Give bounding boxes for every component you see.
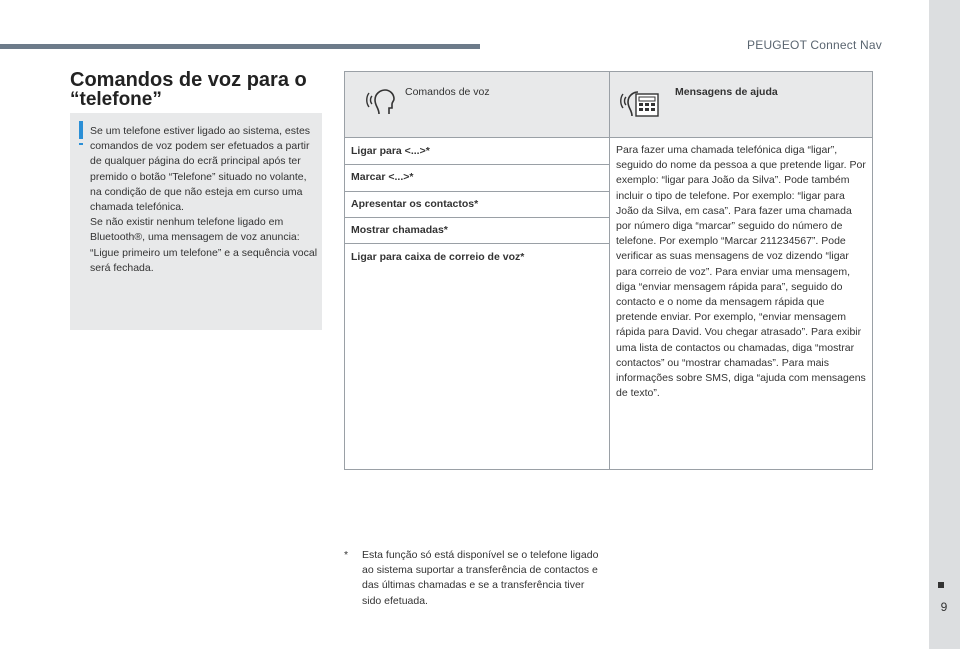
command-row: Marcar <...>*: [351, 171, 414, 183]
voice-help-screen-icon: [620, 84, 660, 120]
page-marker-icon: [938, 582, 944, 588]
section-title-line1: Comandos de voz para o: [70, 69, 307, 91]
help-message-text: Para fazer uma chamada telefónica diga “ligar”, seguido do nome da pessoa a que pretende ligar. Por exemplo: “ligar para João da Silva”. Pode também incluir o tipo de telefone. Por exemplo: “ligar para João da Silva, em casa”. Para fazer uma chamada por número diga “marcar” seguido do número de telefone. Por exemplo “Marcar 211234567”. Pode verificar as suas mensagens de voz dizendo “ligar para correio de voz”. Para enviar uma mensagem, diga “enviar mensagem rápida para”, seguido do contacto e o nome da mensagem rápida que pretende enviar. Por exemplo, “enviar mensagem rápida para David. Vou chegar atrasado”. Para exibir uma lista de contactos ou chamadas, diga “mostrar contactos” ou “mostrar chamadas”. Para mais informações sobre SMS, diga “ajuda com mensagens de texto”.: [616, 144, 866, 400]
page-number: 9: [940, 600, 948, 614]
command-row: Ligar para caixa de correio de voz*: [351, 251, 525, 263]
command-row: Mostrar chamadas*: [351, 224, 448, 236]
footnote-mark: *: [344, 549, 349, 561]
command-row: Apresentar os contactos*: [351, 198, 479, 210]
info-paragraph-1: Se um telefone estiver ligado ao sistema, estes comandos de voz podem ser efetuados a partir de qualquer página do ecrã principal após ter premido o botão “Telefone” situado no volante, na condição de que não esteja em curso uma chamada telefónica.: [90, 125, 311, 214]
footnote-text: Esta função só está disponível se o telefone ligado ao sistema suportar a transferência de contactos e das últimas chamadas e se a transferência tiver sido efetuada.: [362, 549, 599, 607]
header-rule: [0, 44, 480, 49]
row-divider: [345, 243, 609, 244]
info-icon-dot: [79, 143, 83, 145]
row-divider: [345, 191, 609, 192]
row-divider: [345, 164, 609, 165]
header-brand: PEUGEOT Connect Nav: [747, 38, 882, 52]
info-icon: [79, 121, 83, 139]
column-divider: [609, 72, 610, 469]
voice-head-icon: [365, 84, 399, 118]
section-title-line2: “telefone”: [70, 89, 162, 110]
footnote: [344, 548, 604, 609]
section-title: [70, 70, 330, 110]
command-row: Ligar para <...>*: [351, 145, 430, 157]
row-divider: [345, 217, 609, 218]
voice-commands-table: [344, 71, 873, 470]
page-edge-strip: [929, 0, 960, 649]
info-text: [90, 124, 318, 276]
info-paragraph-2: Se não existir nenhum telefone ligado em Bluetooth®, uma mensagem de voz anuncia: “Ligue primeiro um telefone” e a sequência vocal será fechada.: [90, 216, 318, 274]
column-header-commands: Comandos de voz: [405, 86, 490, 98]
column-header-help: Mensagens de ajuda: [675, 86, 778, 98]
